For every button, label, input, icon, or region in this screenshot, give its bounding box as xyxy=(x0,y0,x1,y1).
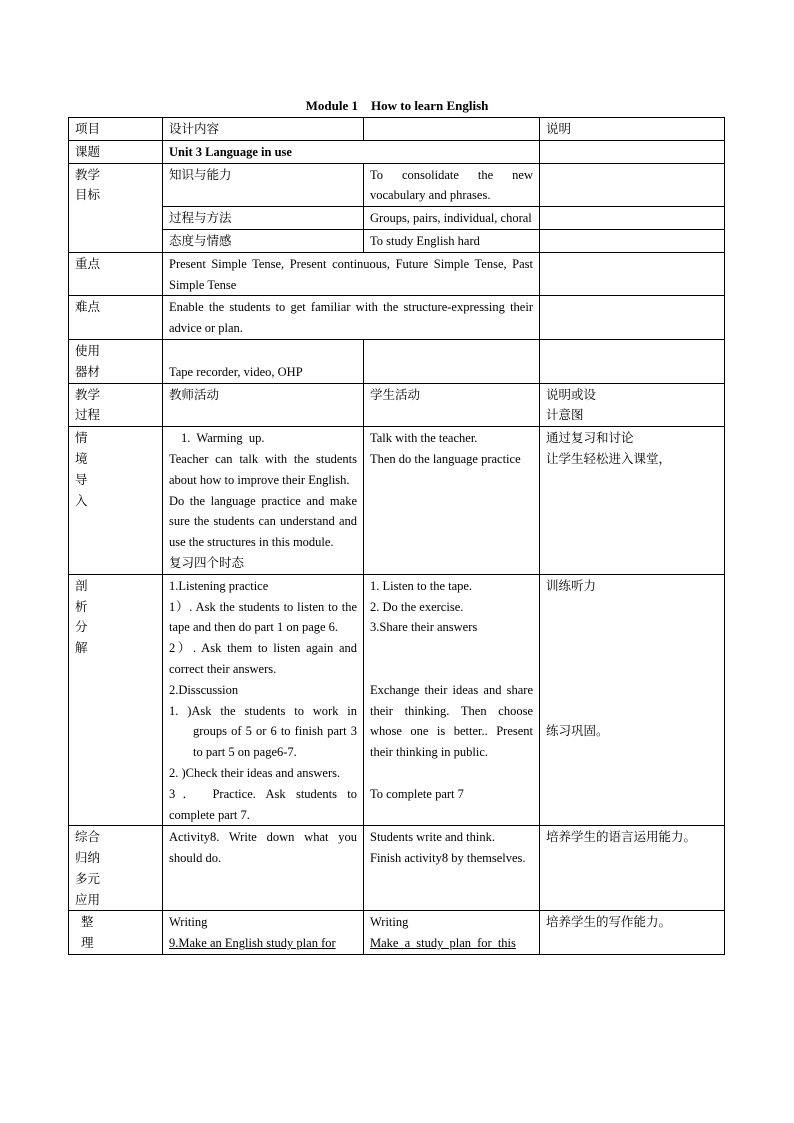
section-analysis-student xyxy=(364,574,540,826)
student-activity-header: 学生活动 xyxy=(364,383,540,427)
summary-student-text: Make a study plan for this xyxy=(370,936,516,951)
summary-text: 9.Make an English study plan for xyxy=(169,936,336,951)
materials-empty-cell xyxy=(364,339,540,383)
section-summary-teacher xyxy=(163,911,364,955)
analysis-student-text: 3.Share their answers xyxy=(370,620,478,635)
goal-notes-process xyxy=(540,207,725,230)
difficulty-row xyxy=(69,296,725,340)
goals-label xyxy=(69,163,163,252)
section-analysis-label xyxy=(69,574,163,826)
section-warmup-teacher xyxy=(163,427,364,575)
application-student-text: Finish activity8 by themselves. xyxy=(370,851,526,866)
summary-notes-text: 培养学生的写作能力。 xyxy=(546,914,672,930)
section-summary-row xyxy=(69,911,725,955)
key-points-label: 重点 xyxy=(69,252,163,296)
materials-row xyxy=(69,339,725,383)
materials-label xyxy=(69,339,163,383)
warmup-text: 复习四个时态 xyxy=(169,554,245,570)
analysis-text: 2）. Ask them to listen again and correct their answers. xyxy=(169,641,357,676)
section-application-notes xyxy=(540,826,725,911)
topic-notes xyxy=(540,140,725,163)
analysis-student-text: 1. Listen to the tape. xyxy=(370,578,473,593)
analysis-text: 2.Disscussion xyxy=(169,682,239,697)
materials-value: Tape recorder, video, OHP xyxy=(169,364,303,379)
analysis-notes-text: 练习巩固。 xyxy=(546,723,609,739)
section-analysis-row xyxy=(69,574,725,826)
analysis-student-text: To complete part 7 xyxy=(370,786,464,801)
section-warmup-row xyxy=(69,427,725,575)
key-points-value: Present Simple Tense, Present continuous, Future Simple Tense, Past Simple Tense xyxy=(163,252,540,296)
application-student-text: Students write and think. xyxy=(370,830,495,845)
key-points-row xyxy=(69,252,725,296)
analysis-text: 3． Practice. Ask students to complete part 7. xyxy=(169,786,357,822)
analysis-text: 1）. Ask the students to listen to the tape and then do part 1 on page 6. xyxy=(169,599,357,635)
goals-label-text: 教学目标 xyxy=(75,166,101,203)
section-application-label xyxy=(69,826,163,911)
analysis-text: 2. )Check their ideas and answers. xyxy=(169,765,341,780)
analysis-text: 1. )Ask the students to work in groups of 5 or 6 to finish part 3 to part 5 on page6-7. xyxy=(169,703,357,760)
process-label xyxy=(69,383,163,427)
section-summary-label-text: 整理 xyxy=(81,914,94,951)
goal-value-attitude: To study English hard xyxy=(364,229,540,252)
header-row xyxy=(69,118,725,141)
analysis-notes-text: 训练听力 xyxy=(546,577,597,593)
section-application-teacher xyxy=(163,826,364,911)
goal-notes-attitude xyxy=(540,229,725,252)
analysis-text: 1.Listening practice xyxy=(169,578,269,593)
topic-label: 课题 xyxy=(69,140,163,163)
summary-student-text: Writing xyxy=(370,915,409,930)
teacher-activity-header: 教师活动 xyxy=(163,383,364,427)
application-text: Activity8. Write down what you should do. xyxy=(169,830,357,866)
topic-row xyxy=(69,140,725,163)
warmup-text: Teacher can talk with the students about how to improve their English. xyxy=(169,451,357,487)
materials-notes xyxy=(540,339,725,383)
materials-label-text: 使用器材 xyxy=(75,342,101,379)
summary-text: Writing xyxy=(169,915,208,930)
section-summary-label xyxy=(69,911,163,955)
design-notes-header xyxy=(540,383,725,427)
header-empty-cell xyxy=(364,118,540,141)
section-summary-student xyxy=(364,911,540,955)
section-warmup-student xyxy=(364,427,540,575)
goal-row-knowledge xyxy=(69,163,725,207)
document-title: Module 1 How to learn English xyxy=(305,98,489,113)
section-application-row xyxy=(69,826,725,911)
difficulty-notes xyxy=(540,296,725,340)
warmup-student-text: Then do the language practice xyxy=(370,451,521,466)
difficulty-label: 难点 xyxy=(69,296,163,340)
goal-row-attitude xyxy=(69,229,725,252)
topic-value: Unit 3 Language in use xyxy=(163,140,540,163)
goal-notes-knowledge xyxy=(540,163,725,207)
process-header-row xyxy=(69,383,725,427)
process-label-text: 教学过程 xyxy=(75,386,101,423)
warmup-notes-text: 让学生轻松进入课堂， xyxy=(546,450,672,466)
materials-value-cell xyxy=(163,339,364,383)
difficulty-value: Enable the students to get familiar with the structure-expressing their advice or plan. xyxy=(163,296,540,340)
goal-value-process: Groups, pairs, individual, choral xyxy=(364,207,540,230)
analysis-student-text: Exchange their ideas and share their thinking. Then choose whose one is better.. Present their thinking in public. xyxy=(370,682,533,760)
warmup-step: 1. Warming up. xyxy=(181,431,265,446)
goal-name-process: 过程与方法 xyxy=(163,207,364,230)
warmup-student-text: Talk with the teacher. xyxy=(370,431,478,446)
section-warmup-notes xyxy=(540,427,725,575)
header-design-label: 设计内容 xyxy=(163,118,364,141)
warmup-text: Do the language practice and make sure the students can understand and use the structures in this module. xyxy=(169,493,357,550)
goal-row-process xyxy=(69,207,725,230)
section-analysis-teacher xyxy=(163,574,364,826)
lesson-plan-table xyxy=(68,117,725,955)
analysis-student-text: 2. Do the exercise. xyxy=(370,599,464,614)
section-analysis-notes xyxy=(540,574,725,826)
section-analysis-label-text: 剖析分解 xyxy=(75,577,88,656)
key-points-notes xyxy=(540,252,725,296)
goal-name-attitude: 态度与情感 xyxy=(163,229,364,252)
warmup-notes-text: 通过复习和讨论 xyxy=(546,430,634,446)
section-warmup-label xyxy=(69,427,163,575)
section-warmup-label-text: 情境导入 xyxy=(75,430,88,508)
header-notes-label: 说明 xyxy=(540,118,725,141)
goal-name-knowledge: 知识与能力 xyxy=(163,163,364,207)
section-application-label-text: 综合归纳多元应用 xyxy=(75,829,101,907)
goal-value-knowledge: To consolidate the new vocabulary and phrases. xyxy=(364,163,540,207)
section-summary-notes xyxy=(540,911,725,955)
application-notes-text: 培养学生的语言运用能力。 xyxy=(546,829,697,845)
design-notes-header-text: 说明或设计意图 xyxy=(546,386,597,423)
section-application-student xyxy=(364,826,540,911)
header-item-label: 项目 xyxy=(69,118,163,141)
